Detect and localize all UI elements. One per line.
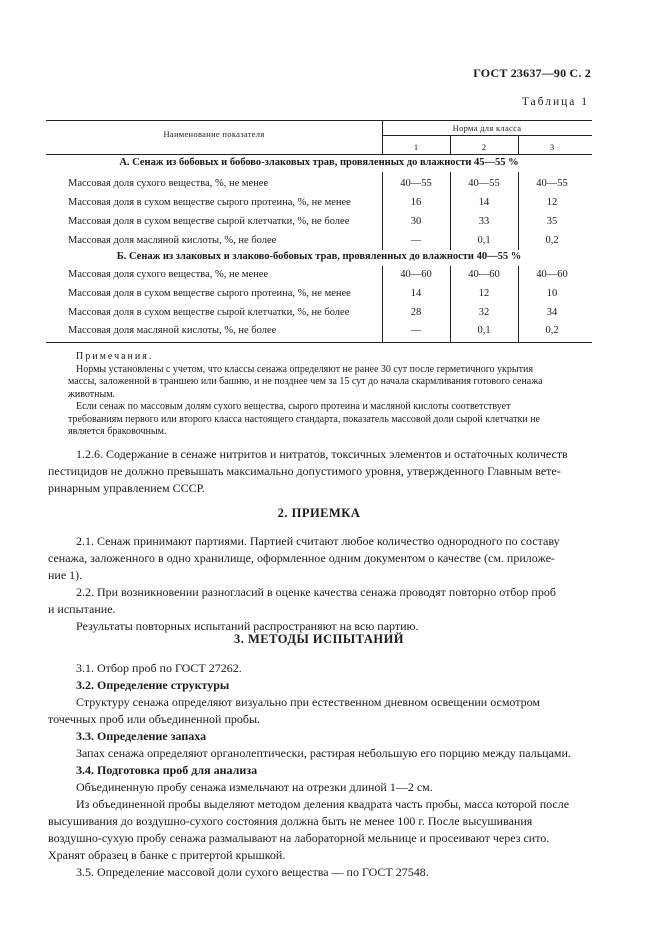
table-cell: 12 [478, 288, 490, 299]
table-row-label: Массовая доля в сухом веществе сырой клетчатки, %, не более [68, 307, 350, 318]
text-line: ние 1). [48, 568, 83, 582]
subsection-heading: 3.3. Определение запаха [76, 729, 207, 743]
text-line: Объединенную пробу сенажа измельчают на отрезки длиной 1—2 см. [76, 780, 433, 794]
table-row-label: Массовая доля в сухом веществе сырого протеина, %, не менее [68, 197, 351, 208]
table-row-label: Массовая доля в сухом веществе сырой клетчатки, %, не более [68, 216, 350, 227]
text-line: пестицидов не должно превышать максимально допустимого уровня, утвержденного Главным вете- [48, 464, 561, 478]
text-line: точечных проб или объединенной пробы. [48, 712, 261, 726]
table-cell: 40—55 [536, 178, 568, 189]
table-cell: 0,1 [477, 325, 491, 336]
table-row-label: Массовая доля сухого вещества, %, не менее [68, 178, 269, 189]
table-cell: 34 [546, 307, 558, 318]
table-cell: 32 [478, 307, 490, 318]
column-header-class-1: 1 [413, 142, 419, 152]
text-line: Результаты повторных испытаний распространяют на всю партию. [76, 619, 419, 633]
section-2-body [48, 533, 588, 635]
note-line: Если сенаж по массовым долям сухого вещества, сырого протеина и масляной кислоты соответствует [76, 401, 511, 412]
table-row-label: Массовая доля в сухом веществе сырого протеина, %, не менее [68, 288, 351, 299]
section-2-heading: 2. ПРИЕМКА [277, 506, 361, 520]
table-cell: — [410, 325, 422, 336]
table-cell: — [410, 235, 422, 246]
table-row-label: Массовая доля масляной кислоты, %, не более [68, 325, 277, 336]
text-line: 2.2. При возникновении разногласий в оценке качества сенажа проводят повторно отбор проб [76, 585, 556, 599]
page-header: ГОСТ 23637—90 С. 2 [473, 66, 591, 80]
table-cell: 0,2 [545, 325, 559, 336]
table-cell: 35 [546, 216, 558, 227]
text-line: ринарным управлением СССР. [48, 481, 205, 495]
table-cell: 10 [546, 288, 558, 299]
table-cell: 12 [546, 197, 558, 208]
column-header-name: Наименование показателя [163, 129, 265, 139]
table-cell: 14 [478, 197, 490, 208]
table-cell: 28 [410, 307, 422, 318]
norms-table [46, 120, 592, 342]
table-row-label: Массовая доля масляной кислоты, %, не более [68, 235, 277, 246]
notes-title: Примечания. [76, 351, 154, 362]
text-line: высушивания до воздушно-сухого состояния должна быть не менее 100 г. После высушивания [48, 814, 533, 828]
note-line: Нормы установлены с учетом, что классы сенажа определяют не ранее 30 сут после герметичного укрытия [76, 363, 533, 375]
note-line: животным. [68, 388, 116, 400]
table-cell: 40—55 [400, 178, 432, 189]
table-cell: 14 [410, 288, 422, 299]
section-3-heading: 3. МЕТОДЫ ИСПЫТАНИЙ [233, 632, 405, 646]
table-cell: 16 [410, 197, 422, 208]
subsection-heading: 3.2. Определение структуры [76, 678, 230, 692]
section-a-heading: А. Сенаж из бобовых и бобово-злаковых трав, провяленных до влажности 45—55 % [119, 157, 519, 168]
table-cell: 40—60 [400, 269, 432, 280]
text-line: сенажа, заложенного в одно хранилище, оформленное одним документом о качестве (см. приложе- [48, 551, 555, 565]
note-line: требованиям первого или второго класса настоящего стандарта, показатель массовой доли сырой клетчатки не [68, 413, 540, 425]
column-header-norm: Норма для класса [452, 123, 522, 133]
table-cell: 40—60 [468, 269, 500, 280]
note-line: массы, заложенной в траншею или башню, и не позднее чем за 15 сут до начала скармливания готового сенажа [68, 376, 543, 387]
text-line: 3.1. Отбор проб по ГОСТ 27262. [76, 661, 242, 675]
table-cell: 33 [478, 216, 490, 227]
section-3-body [48, 660, 588, 881]
text-line: 2.1. Сенаж принимают партиями. Партией считают любое количество однородного по составу [76, 534, 560, 548]
column-header-class-3: 3 [549, 142, 555, 152]
table-cell: 0,2 [545, 235, 559, 246]
text-line: Хранят образец в банке с притертой крышкой. [48, 848, 286, 862]
table-row-label: Массовая доля сухого вещества, %, не менее [68, 269, 269, 280]
table-cell: 40—55 [468, 178, 500, 189]
table-cell: 30 [410, 216, 422, 227]
subsection-heading: 3.4. Подготовка проб для анализа [76, 763, 258, 777]
text-line: Запах сенажа определяют органолептически, растирая небольшую его порцию между пальцами. [76, 746, 571, 760]
text-line: воздушно-сухую пробу сенажа размалывают на лабораторной мельнице и просеивают через сито. [48, 831, 550, 845]
text-line: 3.5. Определение массовой доли сухого вещества — по ГОСТ 27548. [76, 865, 429, 879]
text-line: и испытание. [48, 602, 116, 616]
text-line: Структуру сенажа определяют визуально при естественном дневном освещении осмотром [76, 695, 541, 709]
text-line: Из объединенной пробы выделяют методом деления квадрата часть пробы, масса которой после [76, 797, 570, 811]
table-caption: Таблица 1 [521, 96, 589, 108]
paragraph-1-2-6 [48, 446, 588, 497]
note-line: является браковочным. [68, 426, 167, 437]
table-cell: 0,1 [477, 235, 491, 246]
table-notes [68, 351, 588, 439]
text-line: 1.2.6. Содержание в сенаже нитритов и нитратов, токсичных элементов и остаточных количеств [76, 447, 568, 461]
column-header-class-2: 2 [481, 142, 487, 152]
table-cell: 40—60 [536, 269, 568, 280]
section-b-heading: Б. Сенаж из злаковых и злаково-бобовых трав, провяленных до влажности 40—55 % [116, 251, 522, 262]
